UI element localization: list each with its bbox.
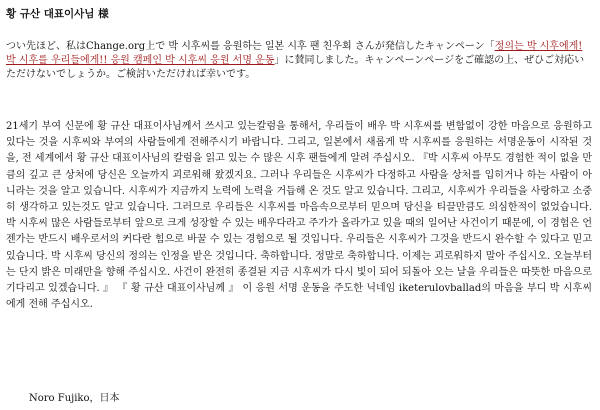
signature: Noro Fujiko，日本	[29, 393, 120, 404]
intro-text-before: つい先ほど、私はChange.org上で 박 시후씨를 응원하는 일본 시후 팬 친우회 さんが発信したキャンペーン「	[6, 41, 495, 52]
campaign-link[interactable]: 정의는 박 시후에게! 박 시후를 우리들에게!! 응원 캠페인 박 시후씨 응원 서명 운동	[6, 41, 583, 66]
intro-text-after: 」に賛同しました。キャンペーンページをご確認の上、ぜひご対応いただけないでしょうか。ご検討いただければ幸いです。	[6, 55, 585, 80]
message-body: 21세기 부여 신문에 황 규산 대표이사님께서 쓰시고 있는칼럼을 통해서, 우리들이 배우 박 시후씨를 변함없이 강한 마음으로 응원하고 있다는 것을 시후씨와 부여의 사람들에게 전해주시기 바랍니다. 그리고, 일본에서 새롭게 박 시후씨를 응원하는 서명운동이 시작된 것을, 전 세계에서 황 규산 대표이사님의 칼럼을 읽고 있는 수 많은 시후 팬들에게 알려 주십시오. 『박 시후씨 아무도 경험한 적이 없을 만큼의 깊고 큰 상처에 당신은 오늘까지 괴로워해 왔겠지요. 그러나 우리들은 시후씨가 다정하고 사람을 상처를 입히거나 하는 사람이 아니라는 것을 알고 있습니다. 시후씨가 지금까지 노력에 노력을 거듭해 온 것도 알고 있습니다. 그리고, 시후씨가 우리들을 사랑하고 소중히 생각하고 있는것도 알고 있습니다. 그러므로 우리들은 시후씨를 마음속으로부터 믿으며 당신을 티끌만큼도 의심한적이 없었습니다. 박 시후씨 많은 사람들로부터 앞으로 크게 성장할 수 있는 배우다라고 주가가 올라가고 있을 때의 일어난 사건이기 때문에, 이 경험은 언젠가는 반드시 배우로서의 커다란 힘으로 바꿀 수 있는 경험으로 될 것입니다. 우리들은 시후씨가 그것을 반드시 완수할 수 있다고 믿고 있습니다. 박 시후씨 당신의 정의는 인정을 받은 것입니다. 축하합니다. 정말로 축하합니다. 이제는 괴로워하지 말아 주십시오. 오늘부터는 단지 밝은 미래만을 향해 주십시오. 사건이 완전히 종결된 지금 시후씨가 다시 빛이 되어 되돌아 오는 날을 우리들은 따뜻한 마음으로 기다리고 있겠습니다. 』 『 황 규산 대표이사님께 』 이 응원 서명 운동을 주도한 닉네임 iketerulovballad의 마음을 부디 박 시후씨에게 전해 주십시오.	[6, 121, 592, 311]
letter-page	[6, 0, 596, 410]
salutation: 황 규산 대표이사님 様	[6, 8, 109, 20]
intro-paragraph	[6, 40, 592, 82]
